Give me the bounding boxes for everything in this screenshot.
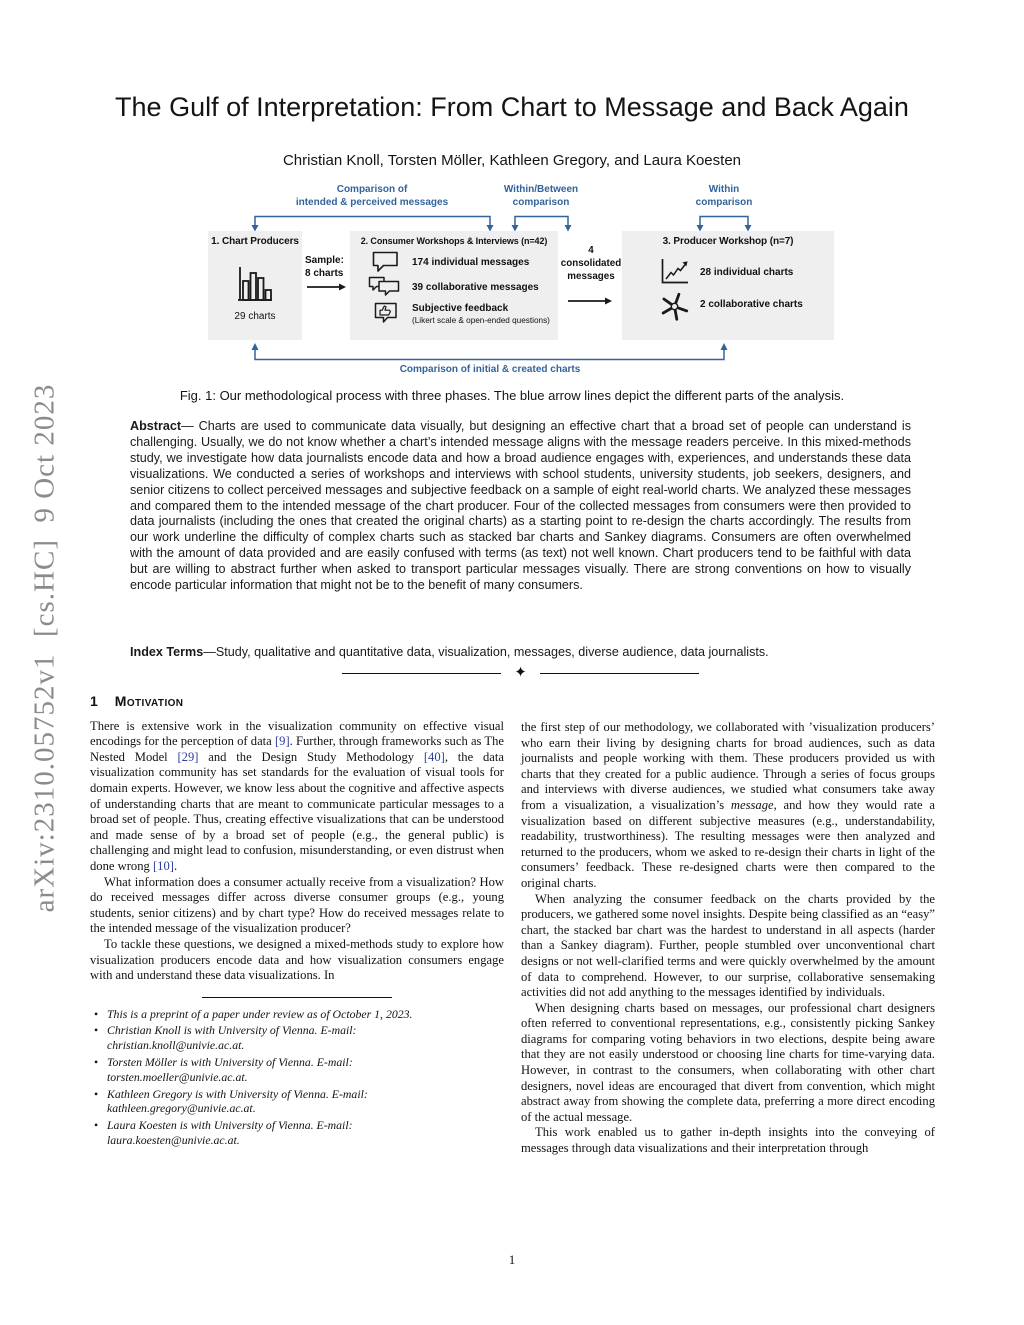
index-terms-text: —Study, qualitative and quantitative data, visualization, messages, diverse audience, data journalists. xyxy=(203,645,769,659)
text-run: the first step of our methodology, we collaborated with ’visualization producers’ who earn their living by designing charts for broad audiences, such as data journalists and people working with them. These producers provided us with charts that they created for a public audience. Through a series of focus groups and interviews with diverse audiences, we studied what consumers take away from a visualization, a visualization’s xyxy=(521,720,935,812)
figure-item-label: 28 individual charts xyxy=(700,267,794,278)
consolidated-label xyxy=(558,244,624,283)
paragraph xyxy=(90,937,504,984)
thumbs-up-feedback-icon xyxy=(374,302,398,325)
collaboration-hands-icon xyxy=(659,291,690,322)
text-run: This work enabled us to gather in-depth insights into the conveying of messages through data visualizations and their interpretation through xyxy=(521,1125,935,1156)
abstract xyxy=(130,419,911,594)
abstract-text: — Charts are used to communicate data visually, but designing an effective chart that a broad set of people can understand is challenging. Usually, we do not know whether a chart’s intended message aligns with the message readers perceive. In this mixed-methods study, we investigate how data journalists encode data and how a broad audience engages with, experiences, and understands these data visualizations. We conducted a series of workshops and interviews with school students, university students, job seekers, designers, and senior citizens to collect perceived messages and subjective feedback on a sample of eight real-world charts. We analyzed these messages and compared them to the intended message of the chart producer. Four of the collected messages from consumers were then provided to data journalists (including the ones that created the original charts) as a starting point to re-design the charts accordingly. The results from our work underline the difficulty of complex charts such as stacked bar charts and Sankey diagrams. Consumers are often overwhelmed with the amount of data provided and are easily confused with terms (as text) not well known. Chart producers tend to be faithful with data but are willing to abstract further when asked to transport particular messages visually. There are strong conventions on how to visually encode particular information that might not be to the benefit of many consumers. xyxy=(130,419,911,593)
text-run: . Further, through frameworks such as The Nested Model xyxy=(90,734,504,764)
text-run: When analyzing the consumer feedback on the charts provided by the producers, we gathered some novel insights. Despite being classified as an “easy” chart, the stacked bar chart was the hardest to understand in all aspects (harder than a Sankey diagram). Further, people stumbled over unconventional chart designs or not well-clarified terms and were quickly overwhelmed by the amount of data to comprehend. However, to our surprise, collaborative sensemaking activities did not add anything to the messages identified by individuals. xyxy=(521,891,935,1000)
footnote-item xyxy=(90,1087,504,1117)
text-run: , the data visualization community has set standards for the evaluation of visual tools for domain experts. However, we know less about the cognitive and affective aspects of understanding charts that are meant to communicate particular messages to a broad set of people. Thus, creating effective visualizations that can be understood and made sense of by a broad set of people (e.g., the general public) is challenging and might lead to confusion, misunderstanding, or even distrust when done wrong xyxy=(90,749,504,873)
box-title: 2. Consumer Workshops & Interviews (n=42) xyxy=(360,236,548,246)
paragraph xyxy=(521,1125,935,1156)
annotation-within-between xyxy=(481,184,601,209)
annotation-within xyxy=(664,184,784,209)
figure-item-label: 2 collaborative charts xyxy=(700,299,803,310)
footnote-rule xyxy=(202,997,392,998)
paragraph xyxy=(90,875,504,937)
citation-link[interactable]: [29] xyxy=(177,749,199,764)
annotation-initial-created xyxy=(340,364,640,377)
annotation-line: Comparison of initial & created charts xyxy=(399,364,581,375)
box-consumer-workshops xyxy=(350,231,558,340)
footnote-email: laura.koesten@univie.ac.at. xyxy=(107,1133,240,1148)
footnote-text: Laura Koesten is with University of Vienna. E-mail: xyxy=(107,1118,353,1133)
footnotes xyxy=(90,1007,504,1148)
box-chart-producers xyxy=(208,231,302,340)
annotation-line: Within/Between xyxy=(503,184,579,195)
text-run: , and how they would rate a visualization based on different subjective measures (e.g., understandability, readability, trustworthiness). The resulting messages were then analyzed and returned to the producers, whom we asked to re-design their charts in light of the consumers’ feedback. These re-designed charts were then compared to the original charts. xyxy=(521,797,936,890)
figure-caption: Fig. 1: Our methodological process with three phases. The blue arrow lines depict the different parts of the analysis. xyxy=(179,388,845,403)
speech-bubble-icon xyxy=(372,251,399,273)
figure-1 xyxy=(208,182,836,380)
annotation-line: intended & perceived messages xyxy=(295,196,449,208)
index-terms-label: Index Terms xyxy=(130,645,204,659)
diamond-ornament: ✦ xyxy=(514,665,527,681)
text-run: When designing charts based on messages, our professional chart designers often referred to conventional representations, e.g., consistently picking Sankey diagrams for comparing voting behaviors in two elections, despite being aware that they are not easily understood or choosing line charts for time-varying data. However, in contrast to the consumers, when collaborating with other chart designers, novel ideas are encouraged that divert from convention, which might abstract away from showing the complete data, preferring a more direct encoding of the actual message. xyxy=(521,1000,935,1124)
footnote-item xyxy=(90,1007,504,1022)
authors-line: Christian Knoll, Torsten Möller, Kathleen Gregory, and Laura Koesten xyxy=(282,152,742,169)
figure-item-sublabel: (Likert scale & open-ended questions) xyxy=(412,316,550,325)
arxiv-sidebar-label: arXiv:2310.05752v1 [cs.HC] 9 Oct 2023 xyxy=(28,383,61,913)
sample-label xyxy=(305,254,344,280)
line-chart-icon xyxy=(660,258,689,285)
annotation-line: comparison xyxy=(695,196,753,208)
paragraph xyxy=(521,1001,935,1126)
footnote-email: christian.knoll@univie.ac.at. xyxy=(107,1038,245,1053)
footnote-text: This is a preprint of a paper under review as of October 1, 2023. xyxy=(107,1006,413,1021)
consolidated-line: consolidated xyxy=(560,258,622,269)
sample-line: Sample: xyxy=(305,255,344,266)
section-title: Motivation xyxy=(114,693,184,709)
section-separator xyxy=(342,665,699,681)
annotation-intended-perceived xyxy=(247,184,497,209)
figure-item-label: 39 collaborative messages xyxy=(412,282,539,293)
footnote-text: Kathleen Gregory is with University of Vienna. E-mail: xyxy=(107,1086,368,1101)
annotation-line: Within xyxy=(708,184,740,195)
box-producer-workshop xyxy=(622,231,834,340)
citation-link[interactable]: [10] xyxy=(152,858,174,873)
text-run: . xyxy=(173,858,178,873)
separator-line xyxy=(342,673,501,674)
right-column xyxy=(521,694,935,1157)
paragraph xyxy=(521,720,935,892)
text-run: To tackle these questions, we designed a mixed-methods study to explore how visualization producers encode data and how visualization consumers engage with and understand these data visualizations. In xyxy=(90,936,504,983)
abstract-label: Abstract xyxy=(130,419,182,433)
footnote-text: Christian Knoll is with University of Vienna. E-mail: xyxy=(107,1023,357,1038)
index-terms xyxy=(130,645,911,659)
box-title: 3. Producer Workshop (n=7) xyxy=(662,236,794,247)
section-number: 1 xyxy=(90,693,98,709)
annotation-line: Comparison of xyxy=(336,184,408,195)
footnote-item xyxy=(90,1055,504,1085)
citation-link[interactable]: [9] xyxy=(274,734,290,749)
figure-item-label: Subjective feedback xyxy=(412,303,509,314)
text-run: What information does a consumer actually receive from a visualization? How do received messages differ across diverse consumer groups (e.g., young students, senior citizens) and by chart type? How do received messages relate to the intended message of the visualization producer? xyxy=(90,874,504,936)
footnote-item xyxy=(90,1023,504,1053)
box-caption: 29 charts xyxy=(234,311,276,322)
annotation-line: comparison xyxy=(512,196,570,208)
footnote-text: Torsten Möller is with University of Vienna. E-mail: xyxy=(107,1055,353,1070)
citation-link[interactable]: [40] xyxy=(423,749,445,764)
left-column xyxy=(90,694,504,1150)
page-number: 1 xyxy=(508,1252,516,1267)
paragraph xyxy=(90,719,504,875)
bar-chart-icon xyxy=(237,265,273,303)
paragraph xyxy=(521,892,935,1001)
sample-line: 8 charts xyxy=(305,268,344,279)
double-speech-bubble-icon xyxy=(368,276,400,299)
section-heading-motivation xyxy=(90,694,504,710)
figure-item-label: 174 individual messages xyxy=(412,257,530,268)
emphasized-term: message xyxy=(730,797,774,812)
consolidated-line: messages xyxy=(567,271,615,282)
text-run: There is extensive work in the visualization community on effective visual encodings for the perception of data xyxy=(90,718,504,749)
box-title: 1. Chart Producers xyxy=(211,236,299,247)
footnote-email: torsten.moeller@univie.ac.at. xyxy=(107,1069,248,1084)
consolidated-line: 4 xyxy=(588,245,594,256)
footnote-item xyxy=(90,1118,504,1148)
paper-title: The Gulf of Interpretation: From Chart to Message and Back Again xyxy=(115,92,909,122)
separator-line xyxy=(540,673,699,674)
text-run: and the Design Study Methodology xyxy=(198,749,424,764)
footnote-email: kathleen.gregory@univie.ac.at. xyxy=(107,1101,256,1116)
